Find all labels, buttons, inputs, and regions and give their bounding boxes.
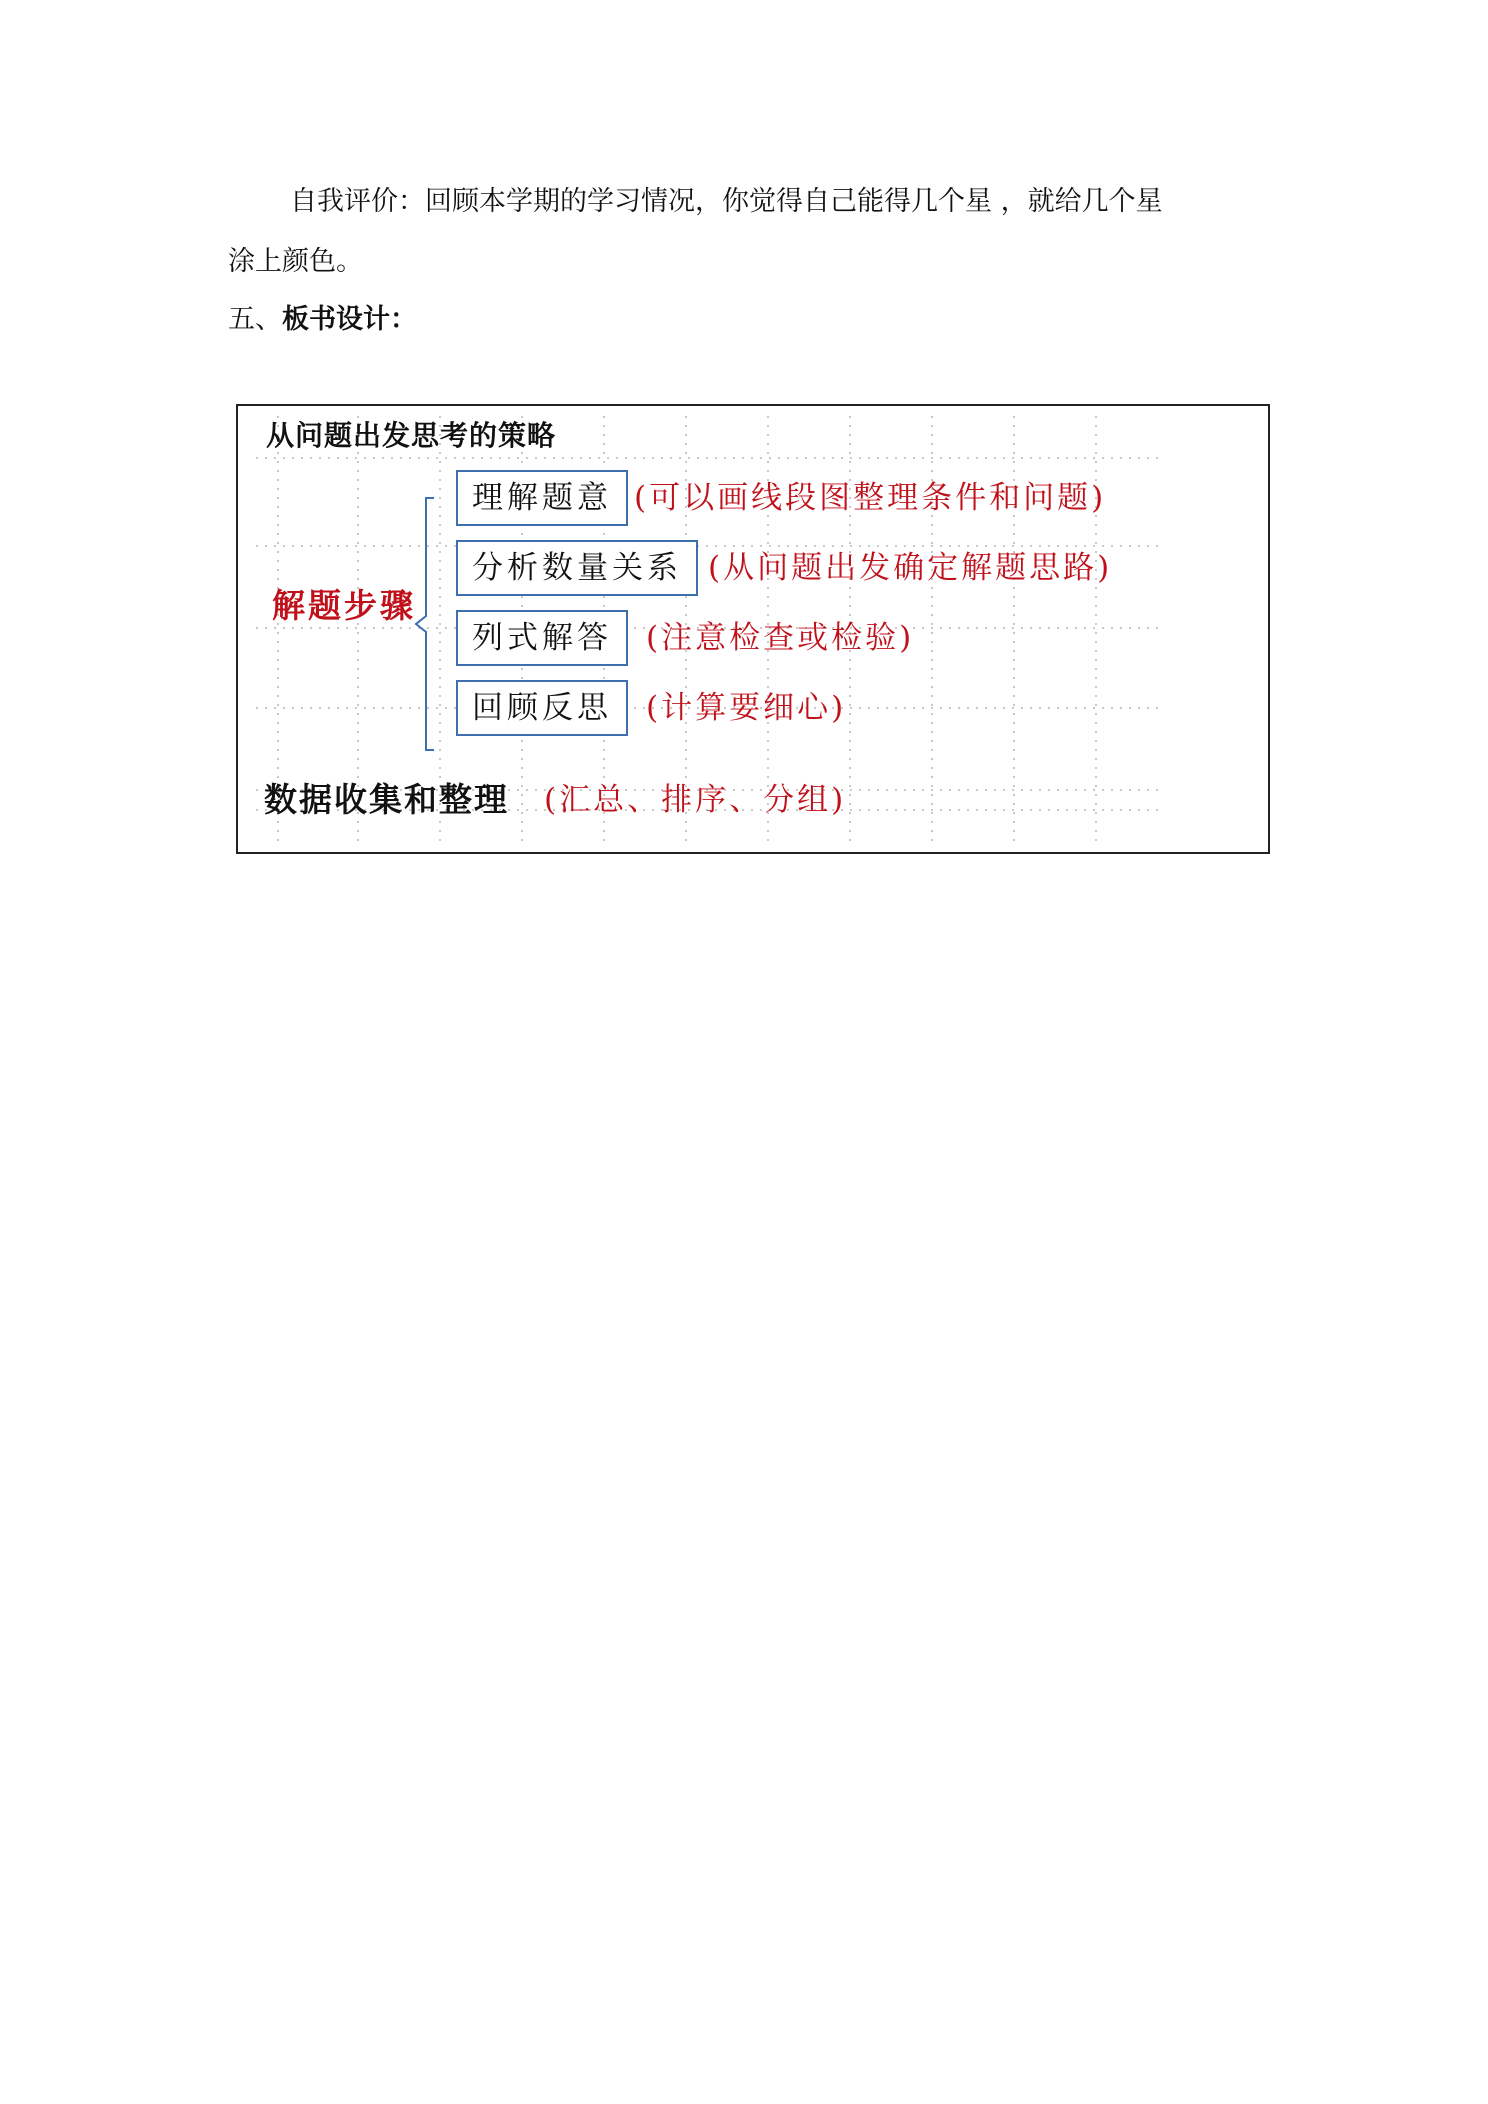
section-number: 五、	[228, 304, 282, 335]
self-evaluation-line-2: 涂上颜色。	[228, 246, 363, 277]
step-note-review: (计算要细心)	[646, 690, 847, 726]
data-collection-label: 数据收集和整理	[264, 780, 509, 819]
step-note-analyze: (从问题出发确定解题思路)	[708, 550, 1113, 586]
step-box-solve: 列式解答	[456, 610, 628, 666]
step-note-solve: (注意检查或检验)	[646, 620, 915, 656]
data-collection-note: (汇总、排序、分组)	[544, 782, 847, 818]
step-note-understand: (可以画线段图整理条件和问题)	[634, 480, 1107, 516]
section-heading	[228, 290, 417, 350]
left-brace-icon	[414, 494, 454, 754]
step-box-understand: 理解题意	[456, 470, 628, 526]
board-design-figure	[236, 404, 1270, 854]
solving-steps-label: 解题步骤	[272, 586, 416, 625]
self-evaluation-paragraph	[228, 172, 1268, 292]
section-title: 板书设计：	[282, 304, 417, 335]
step-box-review: 回顾反思	[456, 680, 628, 736]
self-evaluation-line-1: 自我评价：回顾本学期的学习情况，你觉得自己能得几个星 ，就给几个星	[290, 186, 1163, 217]
step-box-analyze: 分析数量关系	[456, 540, 698, 596]
board-title: 从问题出发思考的策略	[266, 419, 557, 452]
